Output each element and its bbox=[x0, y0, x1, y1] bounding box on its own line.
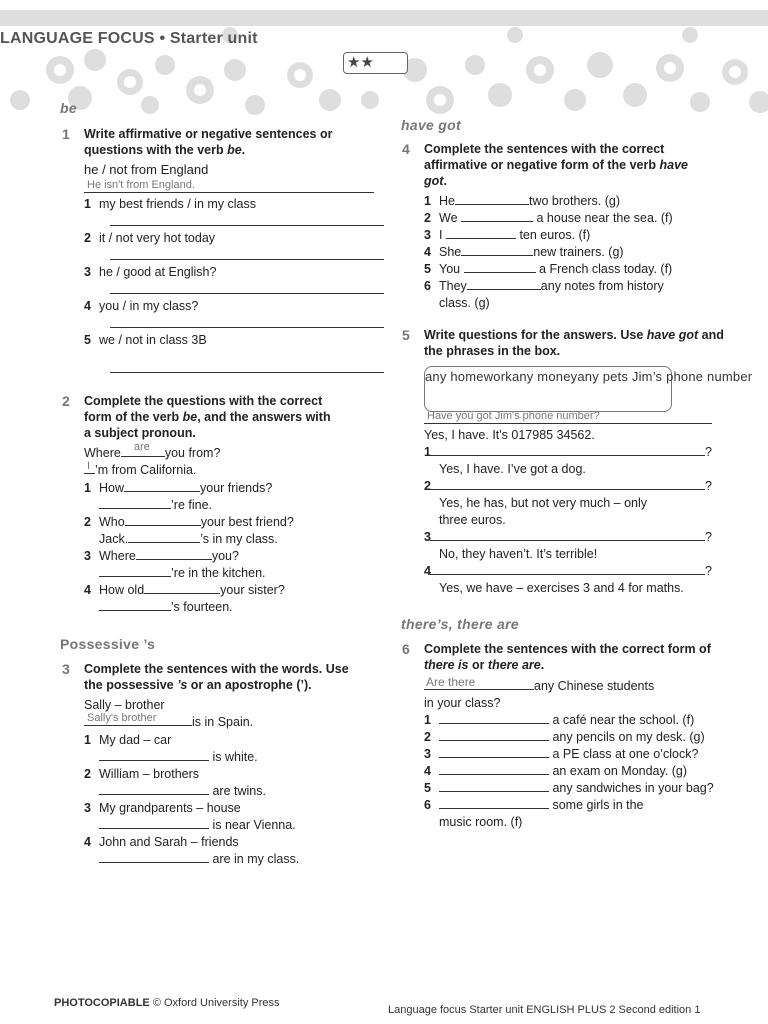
section-heading-have-got: have got bbox=[401, 117, 461, 133]
exercise-6-example-answer: Are there bbox=[426, 675, 476, 689]
exercise-4-item-4: 4 She new trainers. (g) bbox=[424, 245, 624, 259]
answer-blank[interactable] bbox=[461, 210, 533, 222]
exercise-2-item-2-answer: Jack. ’s in my class. bbox=[99, 532, 278, 546]
answer-blank[interactable] bbox=[467, 278, 541, 290]
answer-blank[interactable] bbox=[446, 227, 516, 239]
exercise-2-example-question: Where are you from? bbox=[84, 441, 221, 460]
exercise-1-example-prompt: he / not from England bbox=[84, 162, 209, 177]
exercise-1-instruction: Write affirmative or negative sentences or questions with the verb be. bbox=[84, 127, 333, 157]
exercise-3-item-1-answer: is white. bbox=[99, 749, 258, 765]
exercise-1-number: 1 bbox=[62, 126, 70, 142]
answer-line bbox=[424, 423, 712, 424]
exercise-5-number: 5 bbox=[402, 327, 410, 343]
answer-blank[interactable] bbox=[430, 478, 705, 490]
exercise-4-number: 4 bbox=[402, 141, 410, 157]
exercise-2-item-3-answer: ’re in the kitchen. bbox=[99, 565, 266, 581]
item-number: 5 bbox=[84, 333, 91, 347]
answer-blank[interactable] bbox=[99, 497, 171, 509]
exercise-1-item-2 bbox=[84, 230, 215, 246]
item-number: 1 bbox=[84, 197, 91, 211]
exercise-3-item-2-prompt: 2 William – brothers bbox=[84, 767, 200, 781]
exercise-5-item-2-reply: Yes, he has, but not very much – only bbox=[439, 496, 647, 510]
exercise-4-item-1: 1 He two brothers. (g) bbox=[424, 194, 620, 208]
exercise-6-item-4: 4 an exam on Monday. (g) bbox=[424, 764, 688, 778]
exercise-5-instruction: Write questions for the answers. Use have got and the phrases in the box. bbox=[424, 328, 724, 358]
footer-copyright: PHOTOCOPIABLE © Oxford University Press bbox=[54, 997, 280, 1009]
answer-blank[interactable] bbox=[439, 712, 549, 724]
exercise-1-item-5 bbox=[84, 332, 207, 348]
exercise-3-example-sentence: Sally's brother is in Spain. bbox=[84, 714, 253, 730]
exercise-5-item-1-reply: Yes, I have. I’ve got a dog. bbox=[439, 462, 586, 476]
exercise-6-item-5: 5 any sandwiches in your bag? bbox=[424, 781, 714, 795]
exercise-5-item-2-reply-cont: three euros. bbox=[439, 513, 506, 527]
exercise-6-instruction: Complete the sentences with the correct form of there is or there are. bbox=[424, 642, 711, 672]
exercise-2-example-answer: are bbox=[133, 441, 150, 453]
exercise-4-item-3: 3 I ten euros. (f) bbox=[424, 228, 591, 242]
exercise-3-item-3-prompt: 3 My grandparents – house bbox=[84, 801, 241, 815]
answer-blank[interactable] bbox=[136, 548, 212, 560]
answer-line bbox=[84, 192, 374, 193]
exercise-5-item-4-reply: Yes, we have – exercises 3 and 4 for maths. bbox=[439, 581, 684, 595]
answer-blank[interactable] bbox=[125, 514, 201, 526]
item-number: 3 bbox=[84, 265, 91, 279]
section-heading-possessive: Possessive ’s bbox=[60, 636, 156, 652]
exercise-6-example: Are there any Chinese students bbox=[426, 675, 655, 693]
section-heading-there-is: there’s, there are bbox=[401, 616, 519, 632]
answer-blank[interactable] bbox=[99, 783, 209, 795]
exercise-2-item-1-question: 1 How your friends? bbox=[84, 481, 273, 495]
exercise-1-item-4 bbox=[84, 298, 198, 314]
exercise-2-item-2-question: 2 Who your best friend? bbox=[84, 515, 294, 529]
exercise-2-instruction: Complete the questions with the correct form of the verb be, and the answers with a subject pronoun. bbox=[84, 394, 331, 440]
answer-blank[interactable] bbox=[99, 749, 209, 761]
exercise-2-item-4-answer: ’s fourteen. bbox=[99, 599, 233, 615]
exercise-5-item-2-question: 2 ? bbox=[424, 479, 712, 493]
exercise-4-item-5: 5 You a French class today. (f) bbox=[424, 262, 673, 276]
exercise-6-item-1: 1 a café near the school. (f) bbox=[424, 713, 695, 727]
exercise-5-item-4-question: 4 ? bbox=[424, 564, 712, 578]
exercise-6-example-cont: in your class? bbox=[424, 696, 501, 710]
exercise-6-item-6: 6 some girls in the bbox=[424, 798, 644, 812]
answer-blank[interactable] bbox=[128, 531, 200, 543]
answer-blank[interactable] bbox=[99, 817, 209, 829]
answer-line[interactable] bbox=[110, 259, 384, 260]
exercise-6-item-6-cont: music room. (f) bbox=[439, 815, 523, 829]
answer-line[interactable] bbox=[110, 327, 384, 328]
exercise-5-item-3-question: 3 ? bbox=[424, 530, 712, 544]
exercise-2-item-1-answer: ’re fine. bbox=[99, 497, 212, 513]
answer-blank[interactable] bbox=[430, 444, 705, 456]
answer-blank[interactable] bbox=[430, 529, 705, 541]
exercise-3-example-prompt: Sally – brother bbox=[84, 698, 165, 712]
answer-blank[interactable] bbox=[124, 480, 200, 492]
answer-blank[interactable] bbox=[430, 563, 705, 575]
exercise-5-example-reply: Yes, I have. It's 017985 34562. bbox=[424, 428, 595, 442]
exercise-3-number: 3 bbox=[62, 661, 70, 677]
exercise-1-item-3 bbox=[84, 264, 216, 280]
exercise-3-item-4-prompt: 4 John and Sarah – friends bbox=[84, 835, 239, 849]
page-title: LANGUAGE FOCUS • Starter unit bbox=[0, 30, 258, 47]
answer-line[interactable] bbox=[110, 225, 384, 226]
item-prompt: my best friends / in my class bbox=[99, 197, 256, 211]
exercise-6-item-3: 3 a PE class at one o’clock? bbox=[424, 747, 699, 761]
item-number: 2 bbox=[84, 231, 91, 245]
item-prompt: it / not very hot today bbox=[99, 231, 216, 245]
exercise-4-item-6-cont: class. (g) bbox=[439, 296, 490, 310]
answer-blank[interactable] bbox=[144, 582, 220, 594]
exercise-1-item-1 bbox=[84, 196, 256, 212]
exercise-5-item-1-question: 1 ? bbox=[424, 445, 712, 459]
item-prompt: you / in my class? bbox=[99, 299, 199, 313]
item-prompt: we / not in class 3B bbox=[99, 333, 207, 347]
phrase-box-text: any homeworkany moneyany pets Jim’s phone number bbox=[425, 369, 753, 384]
answer-blank[interactable] bbox=[99, 851, 209, 863]
exercise-2-item-3-question: 3 Where you? bbox=[84, 549, 239, 563]
item-prompt: he / good at English? bbox=[99, 265, 217, 279]
answer-blank[interactable] bbox=[99, 599, 171, 611]
exercise-2-number: 2 bbox=[62, 393, 70, 409]
exercise-2-item-4-question: 4 How old your sister? bbox=[84, 583, 285, 597]
exercise-3-item-3-answer: is near Vienna. bbox=[99, 817, 296, 833]
answer-blank[interactable] bbox=[461, 244, 533, 256]
answer-blank[interactable] bbox=[439, 729, 549, 741]
exercise-2-example-pronoun: I bbox=[87, 460, 91, 472]
answer-blank[interactable] bbox=[439, 797, 549, 809]
difficulty-stars: ★★ bbox=[343, 52, 408, 74]
answer-line[interactable] bbox=[110, 293, 384, 294]
answer-blank[interactable] bbox=[439, 763, 549, 775]
exercise-6-item-2: 2 any pencils on my desk. (g) bbox=[424, 730, 705, 744]
answer-blank[interactable] bbox=[455, 193, 529, 205]
exercise-3-item-4-answer: are in my class. bbox=[99, 851, 299, 867]
item-number: 4 bbox=[84, 299, 91, 313]
exercise-2-example-reply: I ’m from California. bbox=[84, 462, 196, 478]
exercise-3-example-answer: Sally's brother bbox=[87, 712, 157, 724]
answer-line[interactable] bbox=[110, 372, 384, 373]
exercise-3-item-2-answer: are twins. bbox=[99, 783, 266, 799]
exercise-6-number: 6 bbox=[402, 641, 410, 657]
answer-blank[interactable] bbox=[464, 261, 536, 273]
exercise-4-item-6: 6 They any notes from history bbox=[424, 279, 664, 293]
exercise-5-item-3-reply: No, they haven’t. It’s terrible! bbox=[439, 547, 598, 561]
answer-blank[interactable] bbox=[99, 565, 171, 577]
exercise-1-example-answer: He isn't from England. bbox=[87, 179, 195, 191]
exercise-3-item-1-prompt: 1 My dad – car bbox=[84, 733, 172, 747]
exercise-4-instruction: Complete the sentences with the correct affirmative or negative form of the verb have got. bbox=[424, 142, 688, 188]
answer-blank[interactable] bbox=[439, 780, 549, 792]
section-heading-be: be bbox=[60, 100, 77, 116]
answer-blank[interactable] bbox=[439, 746, 549, 758]
footer-page-info: Language focus Starter unit ENGLISH PLUS 2 Second edition 1 bbox=[388, 1004, 701, 1016]
exercise-4-item-2: 2 We a house near the sea. (f) bbox=[424, 211, 673, 225]
exercise-5-example-answer: Have you got Jim's phone number? bbox=[427, 410, 600, 422]
exercise-3-instruction: Complete the sentences with the words. Use the possessive ’s or an apostrophe (’). bbox=[84, 662, 349, 692]
